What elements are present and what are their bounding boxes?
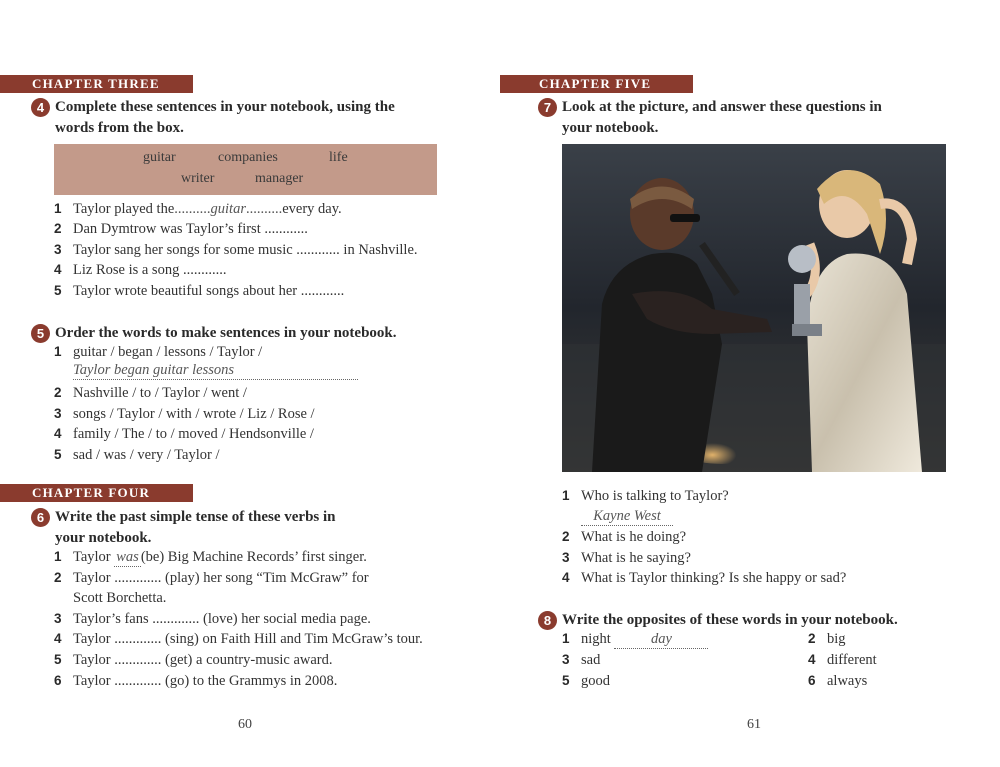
exercise-6-header — [31, 507, 336, 549]
box-word: writer — [181, 171, 215, 186]
item-number: 1 — [54, 549, 62, 564]
item-number: 6 — [808, 673, 816, 688]
box-word: guitar — [143, 150, 176, 165]
item-number: 3 — [562, 652, 570, 667]
list-item — [562, 488, 729, 505]
item-number: 2 — [54, 221, 62, 236]
sample-answer: was — [116, 549, 139, 565]
list-item — [54, 447, 220, 464]
list-item — [54, 673, 337, 690]
instruction-line: your notebook. — [562, 120, 659, 136]
item-number: 4 — [562, 570, 570, 585]
item-word: good — [581, 673, 610, 689]
list-item-continuation — [73, 590, 166, 607]
item-text: every day. — [282, 201, 342, 217]
item-number: 2 — [54, 385, 62, 400]
list-item — [562, 673, 610, 690]
exercise-7-header — [538, 97, 882, 139]
item-text: guitar / began / lessons / Taylor / — [73, 344, 263, 360]
exercise-5-header — [31, 323, 397, 344]
item-number: 1 — [54, 344, 62, 359]
exercise-number: 8 — [538, 611, 557, 630]
item-word: big — [827, 631, 846, 647]
sample-answer: Taylor began guitar lessons — [73, 362, 358, 380]
answer-line — [73, 362, 358, 380]
exercise-number: 6 — [31, 508, 50, 527]
item-number: 3 — [54, 611, 62, 626]
item-text: Taylor sang her songs for some music ............ in Nashville. — [73, 242, 418, 258]
item-text: Taylor — [73, 549, 111, 565]
item-number: 5 — [562, 673, 570, 688]
sample-answer: guitar — [210, 201, 246, 217]
list-item — [808, 652, 877, 669]
item-text: Dan Dymtrow was Taylor’s first ............ — [73, 221, 308, 237]
list-item — [562, 631, 708, 649]
list-item — [54, 201, 342, 218]
blank-dots: .......... — [245, 201, 283, 217]
item-number: 5 — [54, 447, 62, 462]
item-number: 2 — [562, 529, 570, 544]
list-item — [54, 549, 367, 567]
item-text: Scott Borchetta. — [73, 590, 167, 606]
item-text: Nashville / to / Taylor / went / — [73, 385, 247, 401]
chapter-four-header: CHAPTER FOUR — [0, 484, 193, 502]
list-item — [54, 344, 262, 361]
item-text: Taylor ............. (get) a country-music award. — [73, 652, 333, 668]
list-item — [54, 406, 315, 423]
instruction-line: Look at the picture, and answer these questions in — [562, 99, 882, 115]
list-item — [54, 221, 308, 238]
instruction-line: your notebook. — [55, 530, 152, 546]
blank-dots: .......... — [174, 201, 211, 217]
exercise-number: 4 — [31, 98, 50, 117]
chapter-five-header: CHAPTER FIVE — [500, 75, 693, 93]
list-item — [562, 570, 846, 587]
item-number: 3 — [54, 406, 62, 421]
list-item — [54, 283, 344, 300]
item-text: Taylor’s fans ............. (love) her social media page. — [73, 611, 371, 627]
instruction-line: Write the past simple tense of these verbs in — [55, 509, 336, 525]
exercise-number: 5 — [31, 324, 50, 343]
chapter-three-header: CHAPTER THREE — [0, 75, 193, 93]
list-item — [562, 550, 691, 567]
item-number: 1 — [562, 488, 570, 503]
instruction-line: Complete these sentences in your notebook, using the — [55, 99, 395, 115]
item-text: What is he doing? — [581, 529, 687, 545]
exercise-4-header — [31, 97, 395, 139]
item-number: 1 — [54, 201, 62, 216]
exercise-5-instruction: Order the words to make sentences in your notebook. — [55, 325, 397, 341]
word-box — [54, 144, 437, 195]
item-number: 4 — [54, 631, 62, 646]
list-item — [54, 611, 371, 628]
box-word: manager — [255, 171, 304, 186]
event-photo — [562, 144, 946, 472]
item-number: 2 — [808, 631, 816, 646]
list-item — [54, 652, 333, 669]
exercise-7-instruction — [562, 97, 882, 139]
item-word: night — [581, 631, 611, 647]
list-item — [54, 570, 369, 587]
item-text: Taylor played the — [73, 201, 175, 217]
item-number: 5 — [54, 283, 62, 298]
item-text: Taylor ............. (sing) on Faith Hill and Tim McGraw’s tour. — [73, 631, 423, 647]
item-text: Taylor wrote beautiful songs about her ............ — [73, 283, 345, 299]
list-item — [562, 652, 600, 669]
item-text: (be) Big Machine Records’ first singer. — [140, 549, 367, 565]
item-text: Taylor ............. (play) her song “Tim McGraw” for — [73, 570, 369, 586]
list-item — [54, 262, 226, 279]
box-word: life — [329, 150, 348, 165]
list-item — [808, 673, 867, 690]
exercise-8-instruction: Write the opposites of these words in your notebook. — [562, 612, 898, 628]
item-word: always — [827, 673, 868, 689]
list-item — [54, 385, 247, 402]
item-number: 3 — [54, 242, 62, 257]
list-item — [808, 631, 846, 648]
item-number: 4 — [808, 652, 816, 667]
item-text: family / The / to / moved / Hendsonville / — [73, 426, 314, 442]
page-number: 60 — [238, 717, 252, 732]
list-item — [562, 529, 686, 546]
item-number: 4 — [54, 426, 62, 441]
sample-answer: day — [614, 631, 708, 649]
instruction-line: words from the box. — [55, 120, 184, 136]
box-word: companies — [218, 150, 278, 165]
item-text: Who is talking to Taylor? — [581, 488, 729, 504]
exercise-8-header — [538, 610, 898, 631]
item-text: Liz Rose is a song ............ — [73, 262, 227, 278]
item-text: What is Taylor thinking? Is she happy or sad? — [581, 570, 847, 586]
exercise-number: 7 — [538, 98, 557, 117]
item-text: songs / Taylor / with / wrote / Liz / Rose / — [73, 406, 315, 422]
list-item — [54, 426, 314, 443]
item-text: What is he saying? — [581, 550, 691, 566]
item-text: sad / was / very / Taylor / — [73, 447, 220, 463]
photo-illustration — [562, 144, 946, 472]
item-number: 6 — [54, 673, 62, 688]
item-number: 5 — [54, 652, 62, 667]
list-item — [54, 631, 423, 648]
sample-answer: Kayne West — [581, 508, 673, 526]
item-number: 1 — [562, 631, 570, 646]
page-number: 61 — [747, 717, 761, 732]
exercise-4-instruction — [55, 97, 395, 139]
item-number: 3 — [562, 550, 570, 565]
item-number: 4 — [54, 262, 62, 277]
item-word: sad — [581, 652, 601, 668]
item-number: 2 — [54, 570, 62, 585]
item-word: different — [827, 652, 877, 668]
answer-line — [581, 508, 673, 526]
item-text: Taylor ............. (go) to the Grammys in 2008. — [73, 673, 338, 689]
list-item — [54, 242, 418, 259]
exercise-6-instruction — [55, 507, 336, 549]
